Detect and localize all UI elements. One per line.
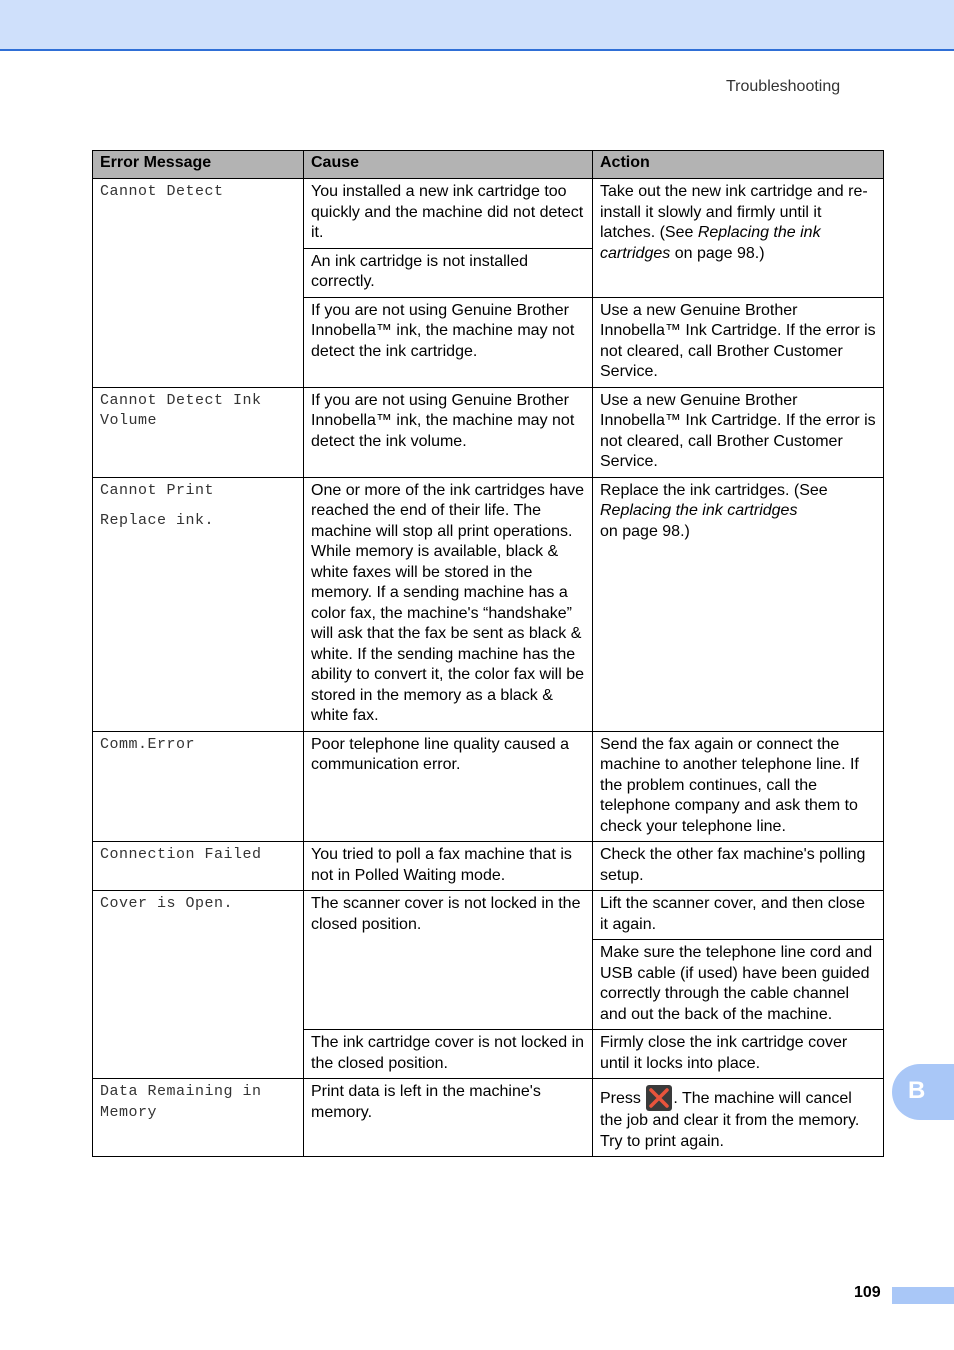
action-text: Press: [600, 1090, 646, 1107]
action-text: Check the other fax machine's polling setup.: [600, 846, 866, 884]
cause-text: One or more of the ink cartridges have reached the end of their life. The machine will stop all print operations. While memory is available, black & white faxes will be stored in the memory. If a sending machine has a color fax, the machine's “handshake” will ask that the fax be sent as black & white. If the sending machine has the ability to convert it, the color fax will be stored in the memory as a black & white fax.: [311, 481, 585, 724]
stop-exit-key-icon: [646, 1085, 672, 1111]
cause-cell: [304, 731, 593, 842]
cause-text: An ink cartridge is not installed correctly.: [311, 252, 528, 290]
action-cell: [593, 731, 884, 842]
cause-cell: [304, 891, 593, 1030]
table-header-row: [93, 151, 884, 179]
error-message-text: Cannot Detect Ink: [100, 391, 262, 409]
action-text: Use a new Genuine Brother Innobella™ Ink Cartridge. If the error is not cleared, call Brother Customer Service.: [600, 301, 876, 380]
action-cell: [593, 891, 884, 940]
cause-text: If you are not using Genuine Brother Innobella™ ink, the machine may not detect the ink volume.: [311, 391, 575, 450]
cause-text: The scanner cover is not locked in the closed position.: [311, 895, 581, 933]
error-message-cell: [93, 387, 304, 477]
cause-cell: [304, 1079, 593, 1157]
cross-reference: Replacing the ink cartridges: [600, 502, 798, 519]
cause-cell: [304, 842, 593, 891]
action-text: Take out the new ink cartridge and re-install it slowly and firmly until it latches. (See: [600, 183, 868, 241]
action-text: . The machine will cancel the job and clear it from the memory. Try to print again.: [600, 1090, 860, 1150]
error-message-cell: [93, 891, 304, 1079]
cause-text: Print data is left in the machine's memory.: [311, 1083, 541, 1121]
action-text: Use a new Genuine Brother Innobella™ Ink Cartridge. If the error is not cleared, call Brother Customer Service.: [600, 391, 876, 470]
error-message-text: Memory: [100, 1103, 158, 1121]
cross-reference: Replacing the ink cartridges: [600, 224, 821, 262]
cause-cell: [304, 297, 593, 387]
action-text: on page 98.): [600, 522, 690, 540]
cause-cell: [304, 179, 593, 249]
cause-text: If you are not using Genuine Brother Innobella™ ink, the machine may not detect the ink cartridge.: [311, 301, 575, 360]
action-text: Lift the scanner cover, and then close it again.: [600, 895, 866, 933]
table-row: [93, 731, 884, 842]
action-cell: [593, 1079, 884, 1157]
error-message-cell: [93, 842, 304, 891]
action-cell: [593, 297, 884, 387]
cause-text: The ink cartridge cover is not locked in the closed position.: [311, 1034, 585, 1072]
error-message-cell: [93, 477, 304, 731]
chapter-tab-letter: B: [908, 1077, 926, 1104]
table-row: [93, 842, 884, 891]
page-number: 109: [854, 1284, 881, 1301]
action-text: Make sure the telephone line cord and USB cable (if used) have been guided correctly through the cable channel and out the back of the machine.: [600, 944, 873, 1023]
error-message-text: Connection Failed: [100, 846, 262, 863]
column-header-error-message: Error Message: [93, 151, 304, 179]
error-message-text: Volume: [100, 412, 158, 429]
error-message-text: Cannot Detect: [100, 183, 224, 200]
error-message-text: Comm.Error: [100, 735, 196, 753]
action-text: on page 98.): [670, 244, 765, 262]
cause-cell: [304, 477, 593, 731]
cause-cell: [304, 248, 593, 297]
action-cell: [593, 387, 884, 477]
section-title: Troubleshooting: [726, 78, 841, 95]
error-message-cell: [93, 179, 304, 388]
table-row: [93, 891, 884, 940]
cause-text: You tried to poll a fax machine that is not in Polled Waiting mode.: [311, 846, 572, 884]
action-text: Replace the ink cartridges. (See: [600, 481, 828, 499]
table-row: [93, 1079, 884, 1157]
page-number-bar: [892, 1287, 954, 1304]
error-message-text: Data Remaining in: [100, 1083, 262, 1100]
action-cell: [593, 179, 884, 298]
cause-text: You installed a new ink cartridge too quickly and the machine did not detect it.: [311, 183, 584, 241]
header-band: [0, 0, 954, 51]
action-cell: [593, 477, 884, 731]
error-message-text: Cover is Open.: [100, 895, 234, 912]
table-row: [93, 477, 884, 731]
cause-cell: [304, 1030, 593, 1079]
column-header-action: Action: [593, 151, 884, 179]
error-message-table: [92, 150, 884, 1157]
error-message-cell: [93, 1079, 304, 1157]
table-row: [93, 179, 884, 249]
action-cell: [593, 842, 884, 891]
error-message-text: Replace ink.: [100, 512, 215, 529]
action-cell: [593, 940, 884, 1030]
table-row: [93, 387, 884, 477]
cause-text: Poor telephone line quality caused a communication error.: [311, 735, 569, 773]
error-message-cell: [93, 731, 304, 842]
action-cell: [593, 1030, 884, 1079]
chapter-tab: [892, 1064, 954, 1120]
action-text: Firmly close the ink cartridge cover until it locks into place.: [600, 1034, 848, 1072]
column-header-cause: Cause: [304, 151, 593, 179]
action-text: Send the fax again or connect the machine to another telephone line. If the problem continues, call the telephone company and ask them to check your telephone line.: [600, 735, 859, 835]
error-message-text: Cannot Print: [100, 481, 215, 499]
cause-cell: [304, 387, 593, 477]
